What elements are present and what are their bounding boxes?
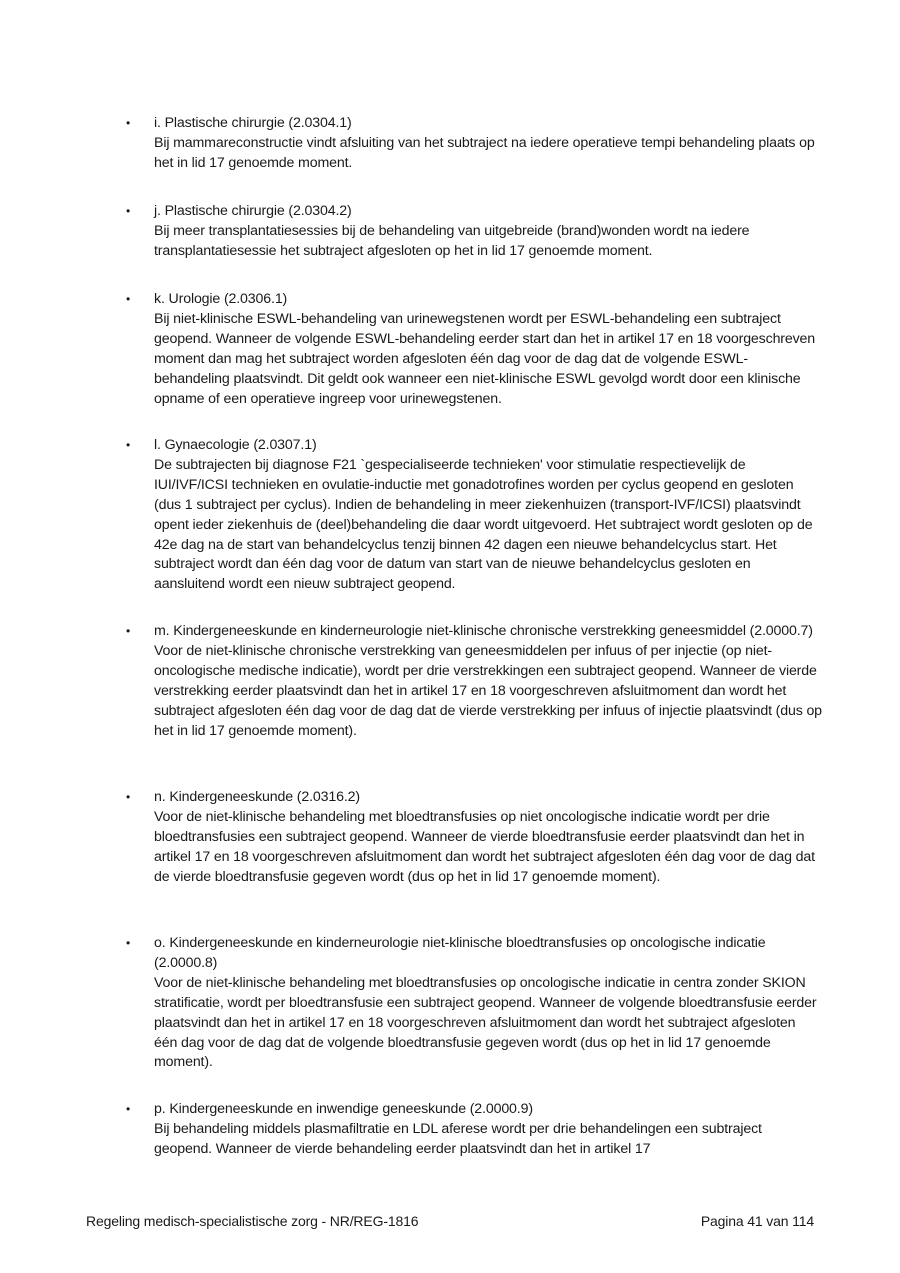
item-body: Voor de niet-klinische behandeling met bloedtransfusies op niet oncologische indicatie wordt per drie bloedtransfusies een subtraject geopend. Wanneer de vierde bloedtransfusie eerder plaatsvindt dan het in artikel 17 en 18 voorgeschreven afsluitmoment dan wordt het subtraject afgesloten één dag voor de dag dat de vierde bloedtransfusie gegeven wordt (dus op het in lid 17 genoemde moment). <box>154 808 815 885</box>
bullet-icon: • <box>126 624 131 638</box>
list-item <box>126 202 822 262</box>
list-item <box>126 290 822 409</box>
bullet-icon: • <box>126 438 131 452</box>
bullet-icon: • <box>126 204 131 218</box>
item-body: Bij mammareconstructie vindt afsluiting van het subtraject na iedere operatieve tempi behandeling plaats op het in lid 17 genoemde moment. <box>154 134 815 171</box>
item-heading: o. Kindergeneeskunde en kinderneurologie niet-klinische bloedtransfusies op oncologische indicatie (2.0000.8) <box>154 935 766 971</box>
footer-document-title: Regeling medisch-specialistische zorg - NR/REG-1816 <box>86 1213 419 1229</box>
footer-page-number: Pagina 41 van 114 <box>700 1213 814 1229</box>
item-heading: i. Plastische chirurgie (2.0304.1) <box>154 115 352 131</box>
list-item <box>126 436 822 595</box>
bullet-icon: • <box>126 116 131 130</box>
item-heading: m. Kindergeneeskunde en kinderneurologie niet-klinische chronische verstrekking geneesmiddel (2.0000.7) <box>154 623 813 639</box>
list-item <box>126 114 822 174</box>
item-heading: k. Urologie (2.0306.1) <box>154 291 288 307</box>
item-body: Bij behandeling middels plasmafiltratie en LDL aferese wordt per drie behandelingen een subtraject geopend. Wanneer de vierde behandeling eerder plaatsvindt dan het in artikel 17 <box>154 1120 762 1157</box>
page-footer <box>86 1213 814 1229</box>
bullet-icon: • <box>126 790 131 804</box>
item-heading: j. Plastische chirurgie (2.0304.2) <box>154 203 352 219</box>
item-heading: l. Gynaecologie (2.0307.1) <box>154 437 317 453</box>
list-item <box>126 622 822 741</box>
bullet-icon: • <box>126 936 131 950</box>
list-item <box>126 788 822 888</box>
item-body: Bij niet-klinische ESWL-behandeling van urinewegstenen wordt per ESWL-behandeling een subtraject geopend. Wanneer de volgende ESWL-behandeling eerder start dan het in artikel 17 en 18 voorgeschreven moment dan mag het subtraject worden afgesloten één dag voor de dag dat de volgende ESWL-behandeling plaatsvindt. Dit geldt ook wanneer een niet-klinische ESWL gevolgd wordt door een klinische opname of een operatieve ingreep voor urinewegstenen. <box>154 310 816 407</box>
item-heading: p. Kindergeneeskunde en inwendige geneeskunde (2.0000.9) <box>154 1101 533 1117</box>
item-body: Voor de niet-klinische behandeling met bloedtransfusies op oncologische indicatie in centra zonder SKION stratificatie, wordt per bloedtransfusie een subtraject geopend. Wanneer de volgende bloedtransfusie eerder plaatsvindt dan het in artikel 17 en 18 voorgeschreven afsluitmoment dan wordt het subtraject afgesloten één dag voor de dag dat de volgende bloedtransfusie gegeven wordt (dus op het in lid 17 genoemde moment). <box>154 974 817 1071</box>
bullet-icon: • <box>126 292 131 306</box>
bullet-icon: • <box>126 1102 131 1116</box>
list-item <box>126 1100 822 1160</box>
item-body: Bij meer transplantatiesessies bij de behandeling van uitgebreide (brand)wonden wordt na iedere transplantatiesessie het subtraject afgesloten op het in lid 17 genoemde moment. <box>154 222 750 259</box>
item-body: Voor de niet-klinische chronische verstrekking van geneesmiddelen per infuus of per injectie (op niet-oncologische medische indicatie), wordt per drie verstrekkingen een subtraject geopend. Wanneer de vierde verstrekking eerder plaatsvindt dan het in artikel 17 en 18 voorgeschreven afsluitmoment dan wordt het subtraject afgesloten één dag voor de dag dat de vierde verstrekking per infuus of injectie plaatsvindt (dus op het in lid 17 genoemde moment). <box>154 642 822 739</box>
item-body: De subtrajecten bij diagnose F21 `gespecialiseerde technieken' voor stimulatie respectievelijk de IUI/IVF/ICSI technieken en ovulatie-inductie met gonadotrofines worden per cyclus geopend en gesloten (dus 1 subtraject per cyclus). Indien de behandeling in meer ziekenhuizen (transport-IVF/ICSI) plaatsvindt opent ieder ziekenhuis de (deel)behandeling die daar wordt uitgevoerd. Het subtraject wordt gesloten op de 42e dag na de start van behandelcyclus tenzij binnen 42 dagen een nieuwe behandelcyclus start. Het subtraject wordt dan één dag voor de datum van start van de nieuwe behandelcyclus gesloten en aansluitend wordt een nieuw subtraject geopend. <box>154 456 813 593</box>
item-heading: n. Kindergeneeskunde (2.0316.2) <box>154 789 360 805</box>
list-item <box>126 934 822 1073</box>
